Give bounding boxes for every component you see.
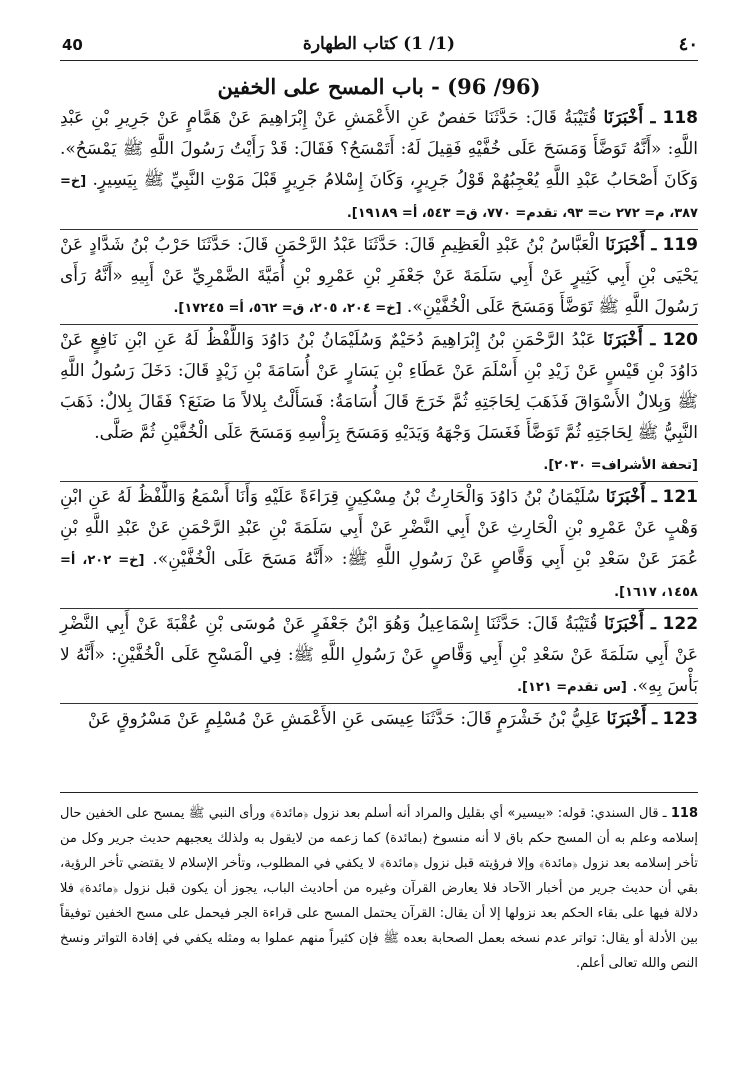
hadith-opening: ـ أَخْبَرَنَا	[605, 487, 657, 507]
footnote-number: 118	[670, 806, 699, 821]
hadith-119	[60, 230, 698, 324]
hadith-opening: ـ أَخْبَرَنَا	[606, 709, 658, 729]
hadith-number: 119	[662, 235, 698, 255]
hadith-opening: ـ أَخْبَرَنَا	[603, 330, 656, 350]
hadith-reference: [س تقدم= ١٢١].	[517, 680, 627, 695]
page-number-arabic: ٤٠	[678, 34, 698, 55]
hadith-number: 123	[662, 709, 698, 729]
hadith-number: 122	[662, 614, 699, 634]
running-title: (1/ 1) كتاب الطهارة	[302, 34, 456, 54]
hadith-text: سُلَيْمَانُ بْنُ دَاوُدَ وَالْحَارِثُ بْنُ مِسْكِينٍ قِرَاءَةً عَلَيْهِ وَأَنَا أَسْمَعُ وَاللَّفْظُ لَهُ عَنِ ابْنِ وَهْبٍ عَنْ عَمْرِو بْنِ الْحَارِثِ عَنْ أَبِي النَّضْرِ عَنْ أَبِي سَلَمَةَ بْنِ عَبْدِ الرَّحْمَنِ عَنْ عَبْدِ اللَّهِ بْنِ عُمَرَ عَنْ سَعْدِ بْنِ أَبِي وَقَّاصٍ عَنْ رَسُولِ اللَّهِ ﷺ: «أَنَّهُ مَسَحَ عَلَى الْخُفَّيْنِ».	[60, 487, 698, 569]
hadith-text: قُتَيْبَةُ قَالَ: حَدَّثَنَا إِسْمَاعِيلُ وَهُوَ ابْنُ جَعْفَرٍ عَنْ مُوسَى بْنِ عُقْبَةَ عَنْ أَبِي النَّضْرِ عَنْ أَبِي سَلَمَةَ عَنْ سَعْدِ بْنِ أَبِي وَقَّاصٍ عَنْ رَسُولِ اللَّهِ ﷺ: فِي الْمَسْحِ عَلَى الْخُفَّيْنِ: «أَنَّهُ لا بَأْسَ بِهِ».	[60, 614, 698, 696]
hadith-opening: ـ أَخْبَرَنَا	[604, 614, 656, 634]
hadith-reference: [خ= ٣٨٧، م= ٢٧٢ ت= ٩٣، تقدم= ٧٧٠، ق= ٥٤٣، أ= ١٩١٨٩].	[60, 174, 698, 221]
page-header	[60, 34, 698, 61]
hadith-reference: [خ= ٢٠٢، أ= ١٤٥٨، ١٦١٧].	[60, 553, 698, 600]
hadith-number: 121	[662, 487, 698, 507]
hadith-reference: [تحفة الأشراف= ٢٠٣٠].	[543, 458, 698, 473]
chapter-title: (96/ 96) - باب المسح على الخفين	[217, 74, 541, 99]
hadith-120	[60, 325, 698, 481]
hadith-reference: [خ= ٢٠٤، ٢٠٥، ق= ٥٦٢، أ= ١٧٢٤٥].	[173, 301, 402, 316]
hadith-121	[60, 482, 698, 608]
hadith-text: عَلِيُّ بْنُ خَشْرَمٍ قَالَ: حَدَّثَنَا عِيسَى عَنِ الأَعْمَشِ عَنْ مُسْلِمٍ عَنْ مَسْرُوقٍ عَنْ	[87, 709, 602, 729]
hadith-118	[60, 103, 698, 229]
hadith-opening: ـ أَخْبَرَنَا	[603, 108, 656, 128]
hadith-text: قُتَيْبَةُ قَالَ: حَدَّثَنَا حَفصٌ عَنِ الأَعْمَشِ عَنْ إِبْرَاهِيمَ عَنْ هَمَّامٍ عَنْ جَرِيرِ بْنِ عَبْدِ اللَّهِ: «أَنَّهُ تَوَضَّأَ وَمَسَحَ عَلَى خُفَّيْهِ فَقِيلَ لَهُ: أَتَمْسَحُ؟ فَقَالَ: قَدْ رَأَيْتُ رَسُولَ اللَّهِ ﷺ يَمْسَحُ». وَكَانَ أَصْحَابُ عَبْدِ اللَّهِ يُعْجِبُهُمْ قَوْلُ جَرِيرٍ، وَكَانَ إِسْلامُ جَرِيرٍ قَبْلَ مَوْتِ النَّبِيِّ ﷺ بِيَسِيرٍ.	[60, 108, 699, 190]
hadith-number: 118	[662, 108, 698, 128]
hadith-text: عَبْدُ الرَّحْمَنِ بْنُ إِبْرَاهِيمَ دُحَيْمٌ وَسُلَيْمَانُ بْنُ دَاوُدَ وَاللَّفْظُ لَهُ عَنِ ابْنِ نَافِعٍ عَنْ دَاوُدَ بْنِ قَيْسٍ عَنْ زَيْدِ بْنِ أَسْلَمَ عَنْ عَطَاءِ بْنِ يَسَارٍ عَنْ أُسَامَةَ بْنِ زَيْدٍ قَالَ: دَخَلَ رَسُولُ اللَّهِ ﷺ وَبِلالٌ الأَسْوَاقَ فَذَهَبَ لِحَاجَتِهِ ثُمَّ خَرَجَ قَالَ أُسَامَةُ: فَسَأَلْتُ بِلالاً مَا صَنَعَ؟ فَقَالَ بِلالٌ: ذَهَبَ النَّبِيُّ ﷺ لِحَاجَتِهِ ثُمَّ تَوَضَّأَ فَغَسَلَ وَجْهَهُ وَيَدَيْهِ وَمَسَحَ بِرَأْسِهِ وَمَسَحَ عَلَى الْخُفَّيْنِ ثُمَّ صَلَّى.	[60, 330, 698, 443]
main-text	[60, 70, 698, 735]
hadith-number: 120	[662, 330, 699, 350]
hadith-122	[60, 609, 698, 703]
hadith-text: الْعَبَّاسُ بْنُ عَبْدِ الْعَظِيمِ قَالَ: حَدَّثَنَا عَبْدُ الرَّحْمَنِ قَالَ: حَدَّثَنَا حَرْبُ بْنُ شَدَّادٍ عَنْ يَحْيَى بْنِ أَبِي كَثِيرٍ عَنْ أَبِي سَلَمَةَ عَنْ جَعْفَرِ بْنِ عَمْرِو بْنِ أُمَيَّةَ الضَّمْرِيِّ عَنْ أَبِيهِ «أَنَّهُ رَأَى رَسُولَ اللَّهِ ﷺ تَوَضَّأَ وَمَسَحَ عَلَى الْخُفَّيْنِ».	[60, 235, 698, 317]
footnotes	[60, 792, 698, 976]
footnote-text: ـ قال السندي: قوله: «بيسير» أي بقليل والمراد أنه أسلم بعد نزول ﴿مائدة﴾ ورأى النبي ﷺ يمسح على الخفين حال إسلامه وعلم به أن المسح حكم باق لا أنه منسوخ (بمائدة) كما زعمه من لايقول به ولذلك يعجبهم حديث جرير وكل من تأخر إسلامه بعد نزول ﴿مائدة﴾ وإلا فرؤيته قبل نزول ﴿مائدة﴾ لا يكفي في المطلوب، وتأخر الإسلام لا يقتضي تأخر الرؤية، بقي أن حديث جرير من أخبار الآحاد فلا يعارض القرآن وغيره من أحاديث الباب، يجوز أن يكون قبل نزول ﴿مائدة﴾ فلا دلالة فيها على بقاء الحكم بعد نزولها إلا أن يقال: القرآن يحتمل المسح على قراءة الجر فيحمل على مسح الخفين توفيقاً بين الأدلة أو يقال: تواتر عدم نسخه بعمل الصحابة بعده ﷺ فإن كثيراً منهم عملوا به ومثله يكفي في إفادة التواتر ونسخ النص والله تعالى أعلم.	[60, 806, 698, 971]
hadith-123	[60, 704, 698, 735]
page-number-latin: 40	[62, 36, 83, 54]
hadith-opening: ـ أَخْبَرَنَا	[605, 235, 657, 255]
